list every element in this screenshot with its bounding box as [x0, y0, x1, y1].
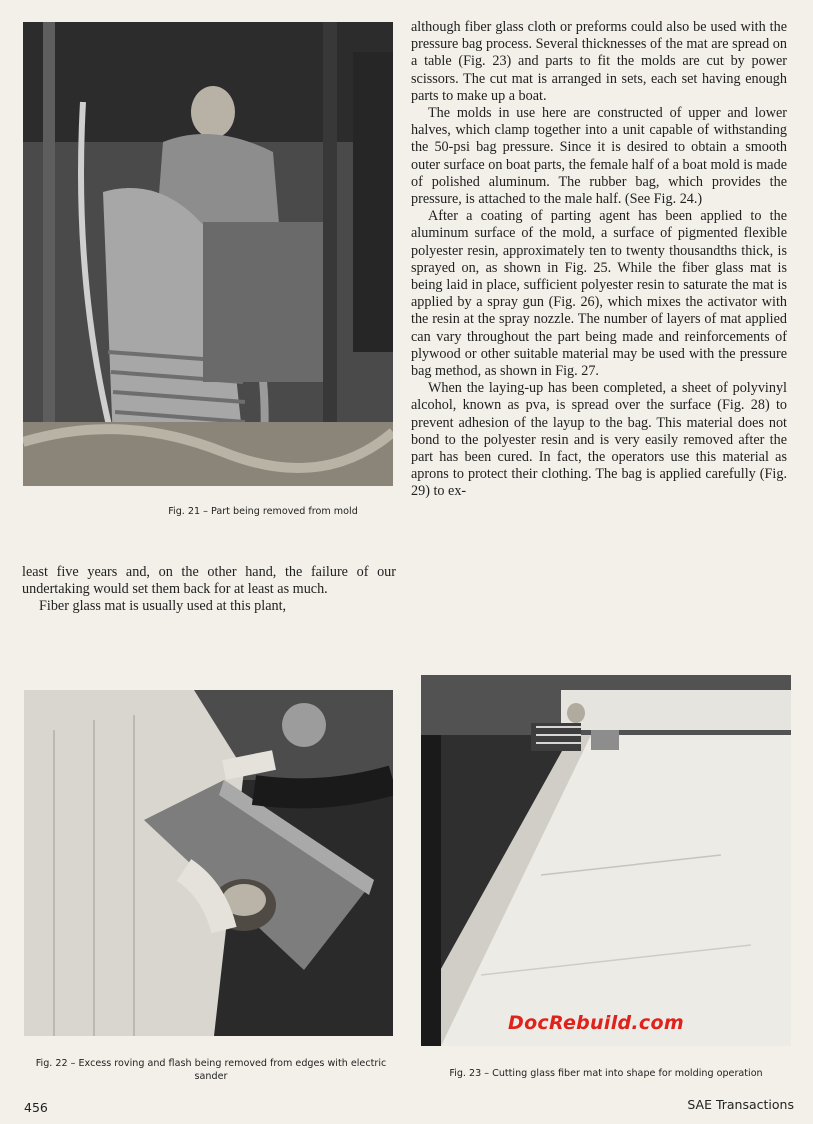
paragraph: After a coating of parting agent has been applied to the aluminum surface of the mold, a surface of pigmented flexible polyester resin, approximately ten to twenty thousandths thick, is sprayed on, as shown in Fig. 25. While the fiber glass mat is being laid in place, sufficient polyester resin to saturate the mat is applied by a spray gun (Fig. 26), which mixes the activator with the resin at the spray nozzle. The number of layers of mat applied can vary throughout the part being made and reinforcements of plywood or other suitable material may be used with the pressure bag method, as shown in Fig. 27. [411, 208, 787, 380]
page-number: 456 [24, 1100, 48, 1115]
paragraph: although fiber glass cloth or preforms could also be used with the pressure bag process. Several thicknesses of the mat are spread on a table (Fig. 23) and parts to fit the molds are cut by power scissors. The cut mat is arranged in sets, each set having enough parts to make up a boat. [411, 19, 787, 104]
paragraph: Fiber glass mat is usually used at this plant, [39, 598, 287, 615]
fig23-photo [421, 675, 791, 1046]
fig22-caption: Fig. 22 – Excess roving and flash being removed from edges with electric sander [35, 1058, 387, 1082]
left-column-text [22, 564, 396, 616]
paragraph: When the laying-up has been completed, a sheet of polyvinyl alcohol, known as pva, is spread over the surface (Fig. 28) to prevent adhesion of the layup to the bag. This material does not bond to the polyester resin and is very easily removed after the part has been cured. In fact, the operators use this material as aprons to protect their clothing. The bag is applied carefully (Fig. 29) to ex- [411, 380, 787, 500]
paragraph: The molds in use here are constructed of upper and lower halves, which clamp together into a unit capable of withstanding the 50-psi bag pressure. Since it is desired to obtain a smooth outer surface on boat parts, the female half of a boat mold is made of polished aluminum. The rubber bag, which provides the pressure, is attached to the male half. (See Fig. 24.) [411, 105, 787, 208]
journal-title: SAE Transactions [687, 1097, 794, 1112]
right-column-text [411, 19, 787, 501]
watermark: DocRebuild.com [508, 1012, 684, 1034]
fig22-photo [24, 690, 393, 1036]
paragraph: least five years and, on the other hand, the failure of our undertaking would set them back for at least as much. [22, 564, 396, 598]
fig21-photo [23, 22, 393, 486]
fig21-caption: Fig. 21 – Part being removed from mold [168, 506, 358, 517]
fig23-caption: Fig. 23 – Cutting glass fiber mat into shape for molding operation [449, 1068, 763, 1079]
